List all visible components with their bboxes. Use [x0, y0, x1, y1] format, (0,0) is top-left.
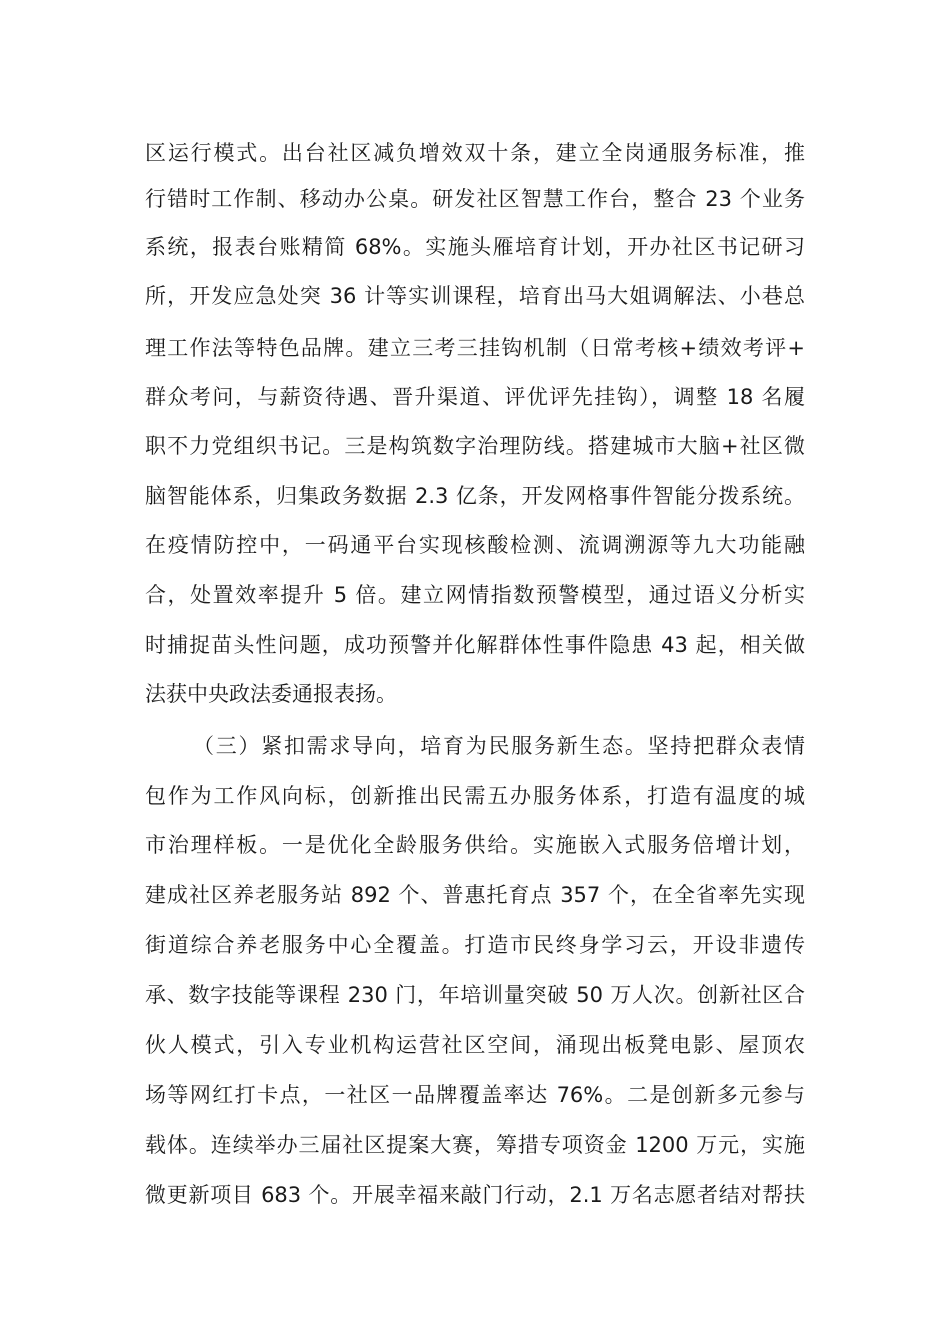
text-line: 载体。连续举办三届社区提案大赛，筹措专项资金 1200 万元，实施 — [145, 1133, 805, 1157]
text-line: 所，开发应急处突 36 计等实训课程，培育出马大姐调解法、小巷总 — [145, 284, 805, 308]
text-line: 职不力党组织书记。三是构筑数字治理防线。搭建城市大脑+社区微 — [145, 434, 805, 458]
text-line: 市治理样板。一是优化全龄服务供给。实施嵌入式服务倍增计划， — [145, 833, 805, 857]
text-line: 合，处置效率提升 5 倍。建立网情指数预警模型，通过语义分析实 — [145, 583, 805, 607]
text-line: 系统，报表台账精简 68%。实施头雁培育计划，开办社区书记研习 — [145, 235, 805, 259]
text-line: 群众考问，与薪资待遇、晋升渠道、评优评先挂钩），调整 18 名履 — [145, 385, 805, 409]
text-line: 承、数字技能等课程 230 门，年培训量突破 50 万人次。创新社区合 — [145, 983, 805, 1007]
text-line: 法获中央政法委通报表扬。 — [145, 682, 397, 706]
text-line: 理工作法等特色品牌。建立三考三挂钩机制（日常考核+绩效考评+ — [145, 336, 805, 360]
text-line: 场等网红打卡点，一社区一品牌覆盖率达 76%。二是创新多元参与 — [145, 1083, 805, 1107]
text-line: 脑智能体系，归集政务数据 2.3 亿条，开发网格事件智能分拨系统。 — [145, 484, 805, 508]
text-line: 时捕捉苗头性问题，成功预警并化解群体性事件隐患 43 起，相关做 — [145, 633, 805, 657]
text-line: 伙人模式，引入专业机构运营社区空间，涌现出板凳电影、屋顶农 — [145, 1033, 805, 1057]
text-line: 微更新项目 683 个。开展幸福来敲门行动，2.1 万名志愿者结对帮扶 — [145, 1183, 805, 1207]
text-line: 行错时工作制、移动办公桌。研发社区智慧工作台，整合 23 个业务 — [145, 187, 805, 211]
text-line: 街道综合养老服务中心全覆盖。打造市民终身学习云，开设非遗传 — [145, 933, 805, 957]
paragraph-heading-line: （三）紧扣需求导向，培育为民服务新生态。坚持把群众表情 — [193, 734, 805, 758]
text-line: 包作为工作风向标，创新推出民需五办服务体系，打造有温度的城 — [145, 784, 805, 808]
text-line: 建成社区养老服务站 892 个、普惠托育点 357 个，在全省率先实现 — [145, 883, 805, 907]
text-line: 在疫情防控中，一码通平台实现核酸检测、流调溯源等九大功能融 — [145, 533, 805, 557]
text-line: 区运行模式。出台社区减负增效双十条，建立全岗通服务标准，推 — [145, 141, 805, 165]
